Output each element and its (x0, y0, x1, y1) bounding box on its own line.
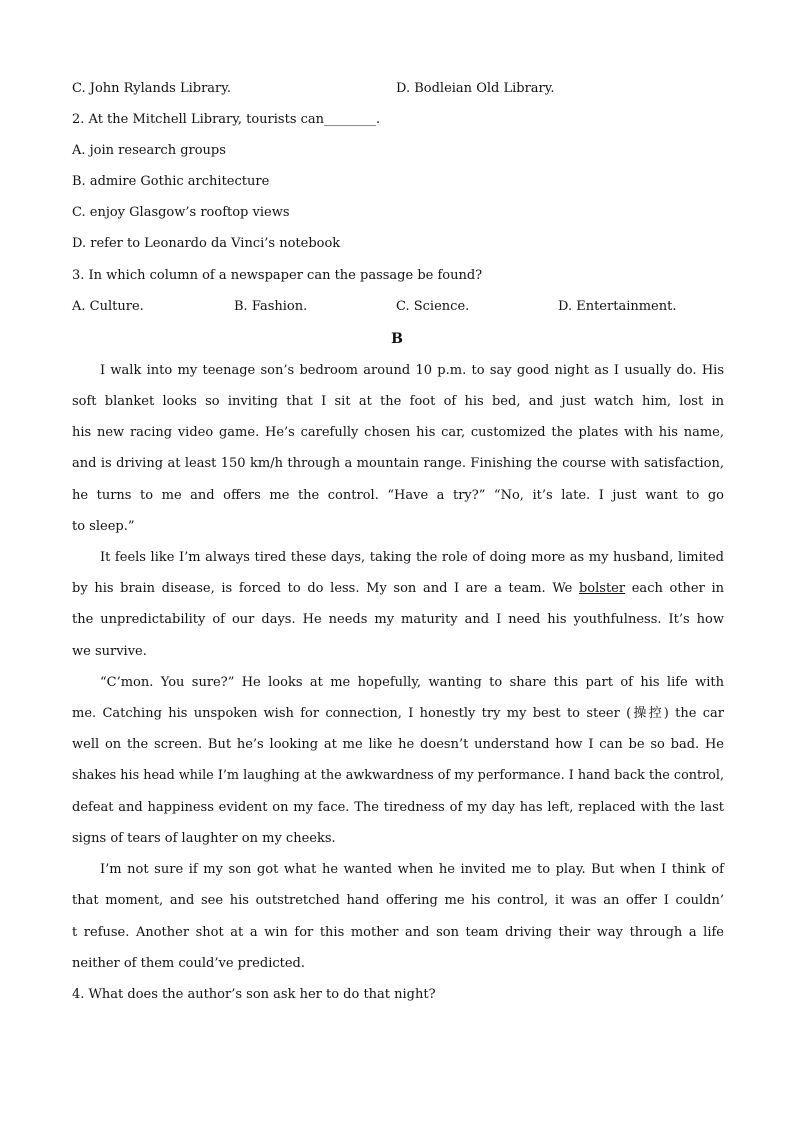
passage-p3-line-1: “C’mon. You sure?” He looks at me hopefully, wanting to share this part of his life with (100, 675, 724, 690)
passage-p4-line-2: that moment, and see his outstretched hand offering me his control, it was an offer I couldn’ (72, 893, 724, 908)
passage-p1-line-5: he turns to me and offers me the control. “Have a try?” “No, it’s late. I just want to go (72, 488, 724, 503)
q4-stem: 4. What does the author’s son ask her to do that night? (72, 987, 436, 1002)
passage-p3-line-2: me. Catching his unspoken wish for connection, I honestly try my best to steer (操控) the car (72, 706, 724, 721)
passage-p3-line-6: signs of tears of laughter on my cheeks. (72, 831, 336, 846)
q3-option-d: D. Entertainment. (558, 299, 677, 314)
passage-p2-line-2 (72, 581, 724, 597)
passage-p3-line-3: well on the screen. But he’s looking at me like he doesn’t understand how I can be so bad. He (72, 737, 724, 752)
q2-option-a: A. join research groups (72, 143, 226, 158)
section-b-heading: B (391, 331, 403, 347)
passage-p1-line-3: his new racing video game. He’s carefully chosen his car, customized the plates with his name, (72, 425, 724, 440)
passage-p3-line-4: shakes his head while I’m laughing at the awkwardness of my performance. I hand back the control, (72, 768, 724, 783)
q3-option-b: B. Fashion. (234, 299, 308, 314)
passage-p1-line-1: I walk into my teenage son’s bedroom around 10 p.m. to say good night as I usually do. His (100, 363, 724, 378)
passage-p1-line-2: soft blanket looks so inviting that I sit at the foot of his bed, and just watch him, lost in (72, 394, 724, 409)
q3-option-c: C. Science. (396, 299, 470, 314)
q3-stem: 3. In which column of a newspaper can the passage be found? (72, 268, 483, 283)
q2-option-b: B. admire Gothic architecture (72, 174, 270, 189)
passage-p2-line-1: It feels like I’m always tired these days, taking the role of doing more as my husband, limited (100, 550, 724, 565)
passage-p2-line-2-before: by his brain disease, is forced to do less. My son and I are a team. We (72, 581, 579, 596)
passage-p4-line-3: t refuse. Another shot at a win for this mother and son team driving their way through a life (72, 925, 724, 940)
passage-p4-line-1: I’m not sure if my son got what he wanted when he invited me to play. But when I think of (100, 862, 724, 877)
q2-option-c: C. enjoy Glasgow’s rooftop views (72, 205, 290, 220)
q2-stem: 2. At the Mitchell Library, tourists can________. (72, 112, 381, 127)
q1-option-d: D. Bodleian Old Library. (396, 81, 555, 96)
passage-p4-line-4: neither of them could’ve predicted. (72, 956, 306, 971)
passage-p2-line-2-after: each other in (625, 581, 725, 596)
underlined-word-bolster: bolster (578, 581, 626, 596)
passage-p1-line-6: to sleep.” (72, 519, 135, 534)
passage-p1-line-4: and is driving at least 150 km/h through a mountain range. Finishing the course with satisfaction, (72, 456, 724, 471)
q1-option-c: C. John Rylands Library. (72, 81, 232, 96)
passage-p3-line-5: defeat and happiness evident on my face. The tiredness of my day has left, replaced with the last (72, 800, 724, 815)
passage-p2-line-4: we survive. (72, 644, 147, 659)
q3-option-a: A. Culture. (72, 299, 144, 314)
passage-p2-line-3: the unpredictability of our days. He needs my maturity and I need his youthfulness. It’s how (72, 612, 724, 627)
q2-option-d: D. refer to Leonardo da Vinci’s notebook (72, 236, 341, 251)
